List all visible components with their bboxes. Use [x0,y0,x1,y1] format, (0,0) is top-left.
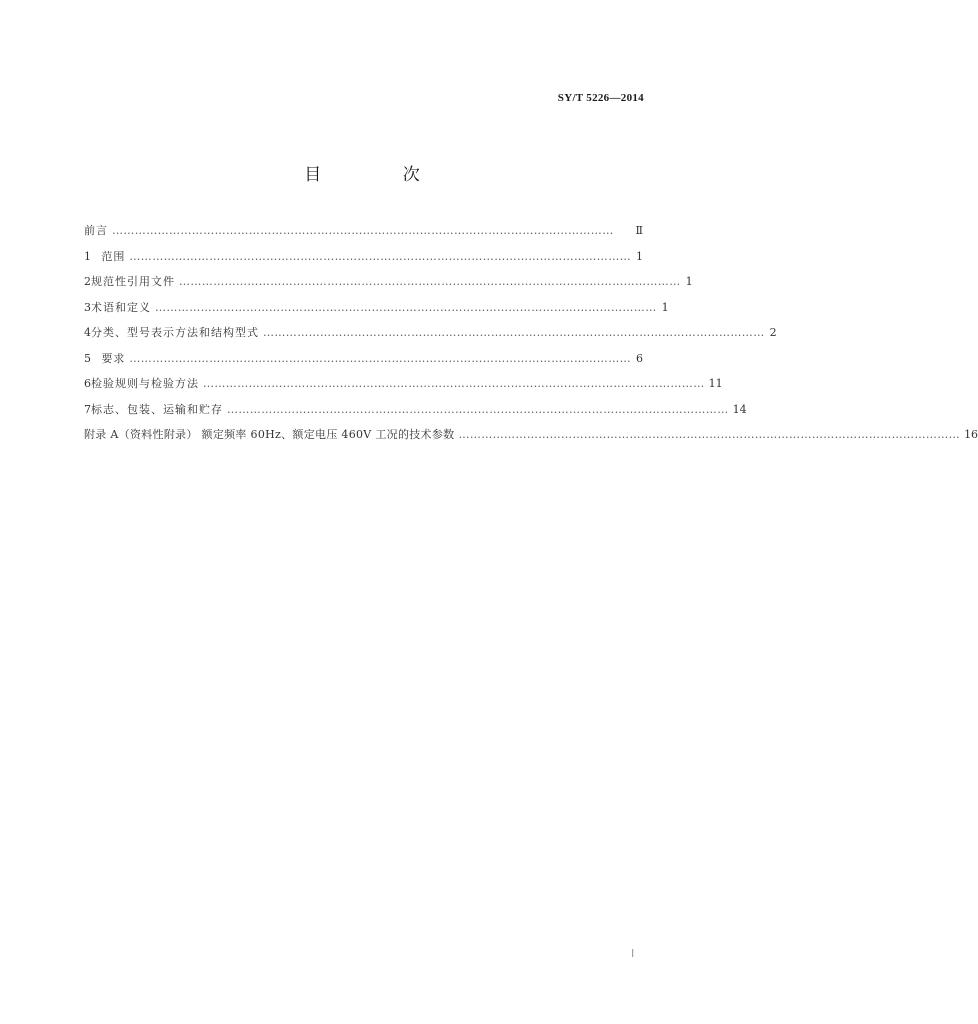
toc-entry-foreword[interactable] [84,222,643,248]
toc-leader-dots: …………………………………………………………………………………………………………………… [112,224,614,237]
table-of-contents [84,222,978,452]
toc-entry-title: 标志、包装、运输和贮存 [91,402,223,416]
toc-entry-page: Ⅱ [635,224,643,237]
toc-entry-page: 1 [636,249,643,263]
toc-leader-dots: …………………………………………………………………………………………………………………… [129,249,631,263]
toc-entry-page: 14 [732,402,747,416]
toc-entry-title: 前言 [84,224,108,237]
toc-entry-title: 术语和定义 [91,300,151,314]
toc-entry-page: 2 [769,326,777,339]
toc-entry-normative-references[interactable] [84,273,693,299]
toc-entry-appendix-a[interactable] [84,426,978,452]
toc-entry-title: 检验规则与检验方法 [91,377,199,390]
toc-entry-page: 6 [636,351,643,365]
toc-leader-dots: …………………………………………………………………………………………………………………… [179,275,681,288]
page-title: 目 次 [304,165,458,185]
toc-leader-dots: …………………………………………………………………………………………………………………… [263,326,765,339]
toc-entry-terms-definitions[interactable] [84,299,669,325]
toc-leader-dots: …………………………………………………………………………………………………………………… [129,351,631,365]
toc-leader-dots: …………………………………………………………………………………………………………………… [203,377,705,390]
toc-entry-marking-packaging[interactable] [84,401,747,427]
toc-entry-page: 16 [964,428,978,441]
toc-entry-number: 7 [84,402,91,416]
document-code: SY/T 5226—2014 [557,92,644,104]
toc-entry-title: 分类、型号表示方法和结构型式 [91,326,259,339]
toc-entry-requirements[interactable] [84,350,643,376]
toc-entry-number: 5 [84,351,91,365]
toc-entry-number: 4 [84,326,91,339]
toc-entry-page: 1 [661,300,669,314]
page-number: Ⅰ [631,948,635,960]
toc-entry-scope[interactable] [84,248,643,274]
toc-entry-number: 6 [84,377,91,390]
toc-entry-title: 范围 [101,249,126,263]
toc-entry-number: 3 [84,300,91,314]
toc-entry-number: 2 [84,275,91,288]
toc-entry-title: 规范性引用文件 [91,275,175,288]
toc-entry-number: 1 [84,249,91,263]
toc-entry-title: 附录 A（资料性附录） 额定频率 60Hz、额定电压 460V 工况的技术参数 [84,428,455,441]
toc-entry-title: 要求 [101,351,126,365]
toc-entry-page: 1 [685,275,693,288]
toc-entry-inspection-rules[interactable] [84,375,723,401]
toc-entry-page: 11 [708,377,723,390]
toc-leader-dots: …………………………………………………………………………………………………………………… [227,402,729,416]
toc-entry-classification[interactable] [84,324,777,350]
toc-leader-dots: …………………………………………………………………………………………………………………… [458,428,961,441]
toc-leader-dots: …………………………………………………………………………………………………………………… [155,300,657,314]
